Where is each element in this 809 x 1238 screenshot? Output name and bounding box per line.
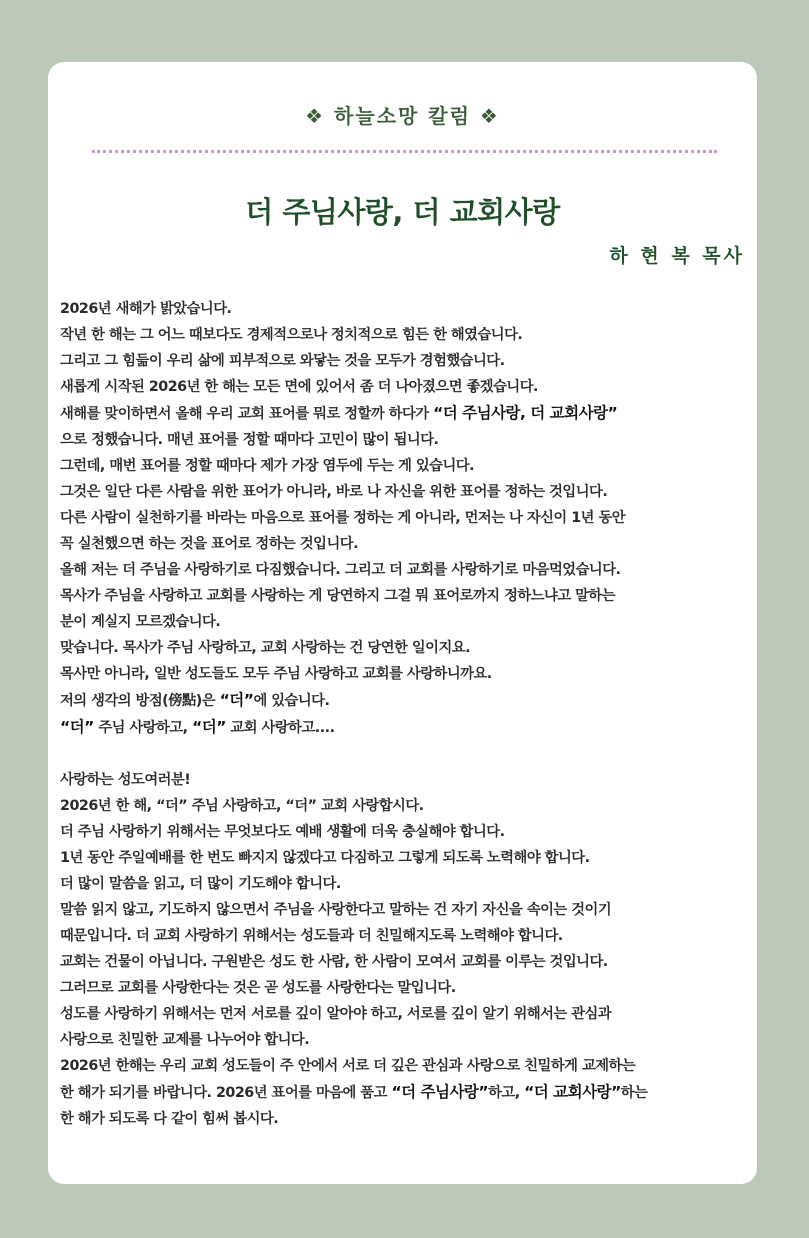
body-text-segment: 저의 생각의 방점(傍點)은 <box>60 693 220 709</box>
body-line: 그것은 일단 다른 사람을 위한 표어가 아니라, 바로 나 자신을 위한 표어를 정하는 것입니다. <box>60 484 608 500</box>
column-card <box>48 62 757 1184</box>
body-text-segment: 하고, <box>488 1085 525 1101</box>
article-title: 더 주님사랑, 더 교회사랑 <box>245 195 560 229</box>
body-line: 2026년 한 해, “더” 주님 사랑하고, “더” 교회 사랑합시다. <box>60 798 424 814</box>
motto-emphasis: “더 주님사랑, 더 교회사랑” <box>433 404 618 422</box>
paragraph-spacer <box>60 741 754 767</box>
body-line: 한 해가 되도록 다 같이 힘써 봅시다. <box>60 1111 279 1127</box>
body-text-segment: 한 해가 되기를 바랍니다. 2026년 표어를 마음에 품고 <box>60 1085 392 1101</box>
body-text-segment: 에 있습니다. <box>253 693 330 709</box>
body-line: 사랑하는 성도여러분! <box>60 772 191 788</box>
body-line: 작년 한 해는 그 어느 때보다도 경제적으로나 정치적으로 힘든 한 해였습니다. <box>60 327 523 343</box>
body-line: 으로 정했습니다. 매년 표어를 정할 때마다 고민이 많이 됩니다. <box>60 432 439 448</box>
body-text-segment: 주님 사랑하고, <box>93 720 193 736</box>
author-name: 하 현 복 목사 <box>609 245 745 267</box>
body-line: 그리고 그 힘듦이 우리 삶에 피부적으로 와닿는 것을 모두가 경험했습니다. <box>60 353 505 369</box>
body-line: 분이 계실지 모르겠습니다. <box>60 614 221 630</box>
body-line: 1년 동안 주일예배를 한 번도 빠지지 않겠다고 다짐하고 그렇게 되도록 노력해야 합니다. <box>60 850 590 866</box>
body-line: 꼭 실천했으면 하는 것을 표어로 정하는 것입니다. <box>60 536 359 552</box>
body-text-segment: 교회 사랑하고.... <box>225 720 335 736</box>
dotted-divider <box>92 150 717 153</box>
body-line <box>60 687 754 714</box>
emphasis-more: “더” <box>219 691 254 709</box>
body-line: 목사가 주님을 사랑하고 교회를 사랑하는 게 당연하지 그걸 뭐 표어로까지 정하느냐고 말하는 <box>60 588 616 604</box>
body-line: 성도를 사랑하기 위해서는 먼저 서로를 깊이 알아야 하고, 서로를 깊이 알기 위해서는 관심과 <box>60 1006 612 1022</box>
body-line: 말씀 읽지 않고, 기도하지 않으면서 주님을 사랑한다고 말하는 건 자기 자신을 속이는 것이기 <box>60 902 612 918</box>
emphasis-more: “더” <box>192 718 226 736</box>
body-text-segment: 새해를 맞이하면서 올해 우리 교회 표어를 뭐로 정할까 하다가 <box>60 406 434 422</box>
body-line: 더 많이 말씀을 읽고, 더 많이 기도해야 합니다. <box>60 876 341 892</box>
body-line: 사랑으로 친밀한 교제를 나누어야 합니다. <box>60 1032 310 1048</box>
motto-emphasis: “더 교회사랑” <box>524 1083 621 1101</box>
body-line <box>60 1079 754 1106</box>
body-line: 올해 저는 더 주님을 사랑하기로 다짐했습니다. 그리고 더 교회를 사랑하기로 마음먹었습니다. <box>60 562 621 578</box>
article-body <box>60 296 754 1132</box>
body-line: 때문입니다. 더 교회 사랑하기 위해서는 성도들과 더 친밀해지도록 노력해야 합니다. <box>60 928 563 944</box>
body-line: 교회는 건물이 아닙니다. 구원받은 성도 한 사람, 한 사람이 모여서 교회를 이루는 것입니다. <box>60 954 608 970</box>
body-line: 2026년 한해는 우리 교회 성도들이 주 안에서 서로 더 깊은 관심과 사랑으로 친밀하게 교제하는 <box>60 1058 636 1074</box>
body-line <box>60 714 754 741</box>
body-line: 더 주님 사랑하기 위해서는 무엇보다도 예배 생활에 더욱 충실해야 합니다. <box>60 824 505 840</box>
motto-emphasis: “더 주님사랑” <box>391 1083 489 1101</box>
column-title: ❖ 하늘소망 칼럼 ❖ <box>305 104 500 128</box>
emphasis-more: “더” <box>60 718 94 736</box>
body-line: 그런데, 매번 표어를 정할 때마다 제가 가장 염두에 두는 게 있습니다. <box>60 458 475 474</box>
body-line: 새롭게 시작된 2026년 한 해는 모든 면에 있어서 좀 더 나아졌으면 좋겠습니다. <box>60 379 538 395</box>
body-line: 다른 사람이 실천하기를 바라는 마음으로 표어를 정하는 게 아니라, 먼저는 나 자신이 1년 동안 <box>60 510 626 526</box>
body-line <box>60 400 754 427</box>
body-line: 목사만 아니라, 일반 성도들도 모두 주님 사랑하고 교회를 사랑하니까요. <box>60 666 492 682</box>
body-text-segment: 하는 <box>620 1085 648 1101</box>
body-line: 그러므로 교회를 사랑한다는 것은 곧 성도를 사랑한다는 말입니다. <box>60 980 456 996</box>
body-line: 2026년 새해가 밝았습니다. <box>60 301 232 317</box>
body-line: 맞습니다. 목사가 주님 사랑하고, 교회 사랑하는 건 당연한 일이지요. <box>60 640 471 656</box>
